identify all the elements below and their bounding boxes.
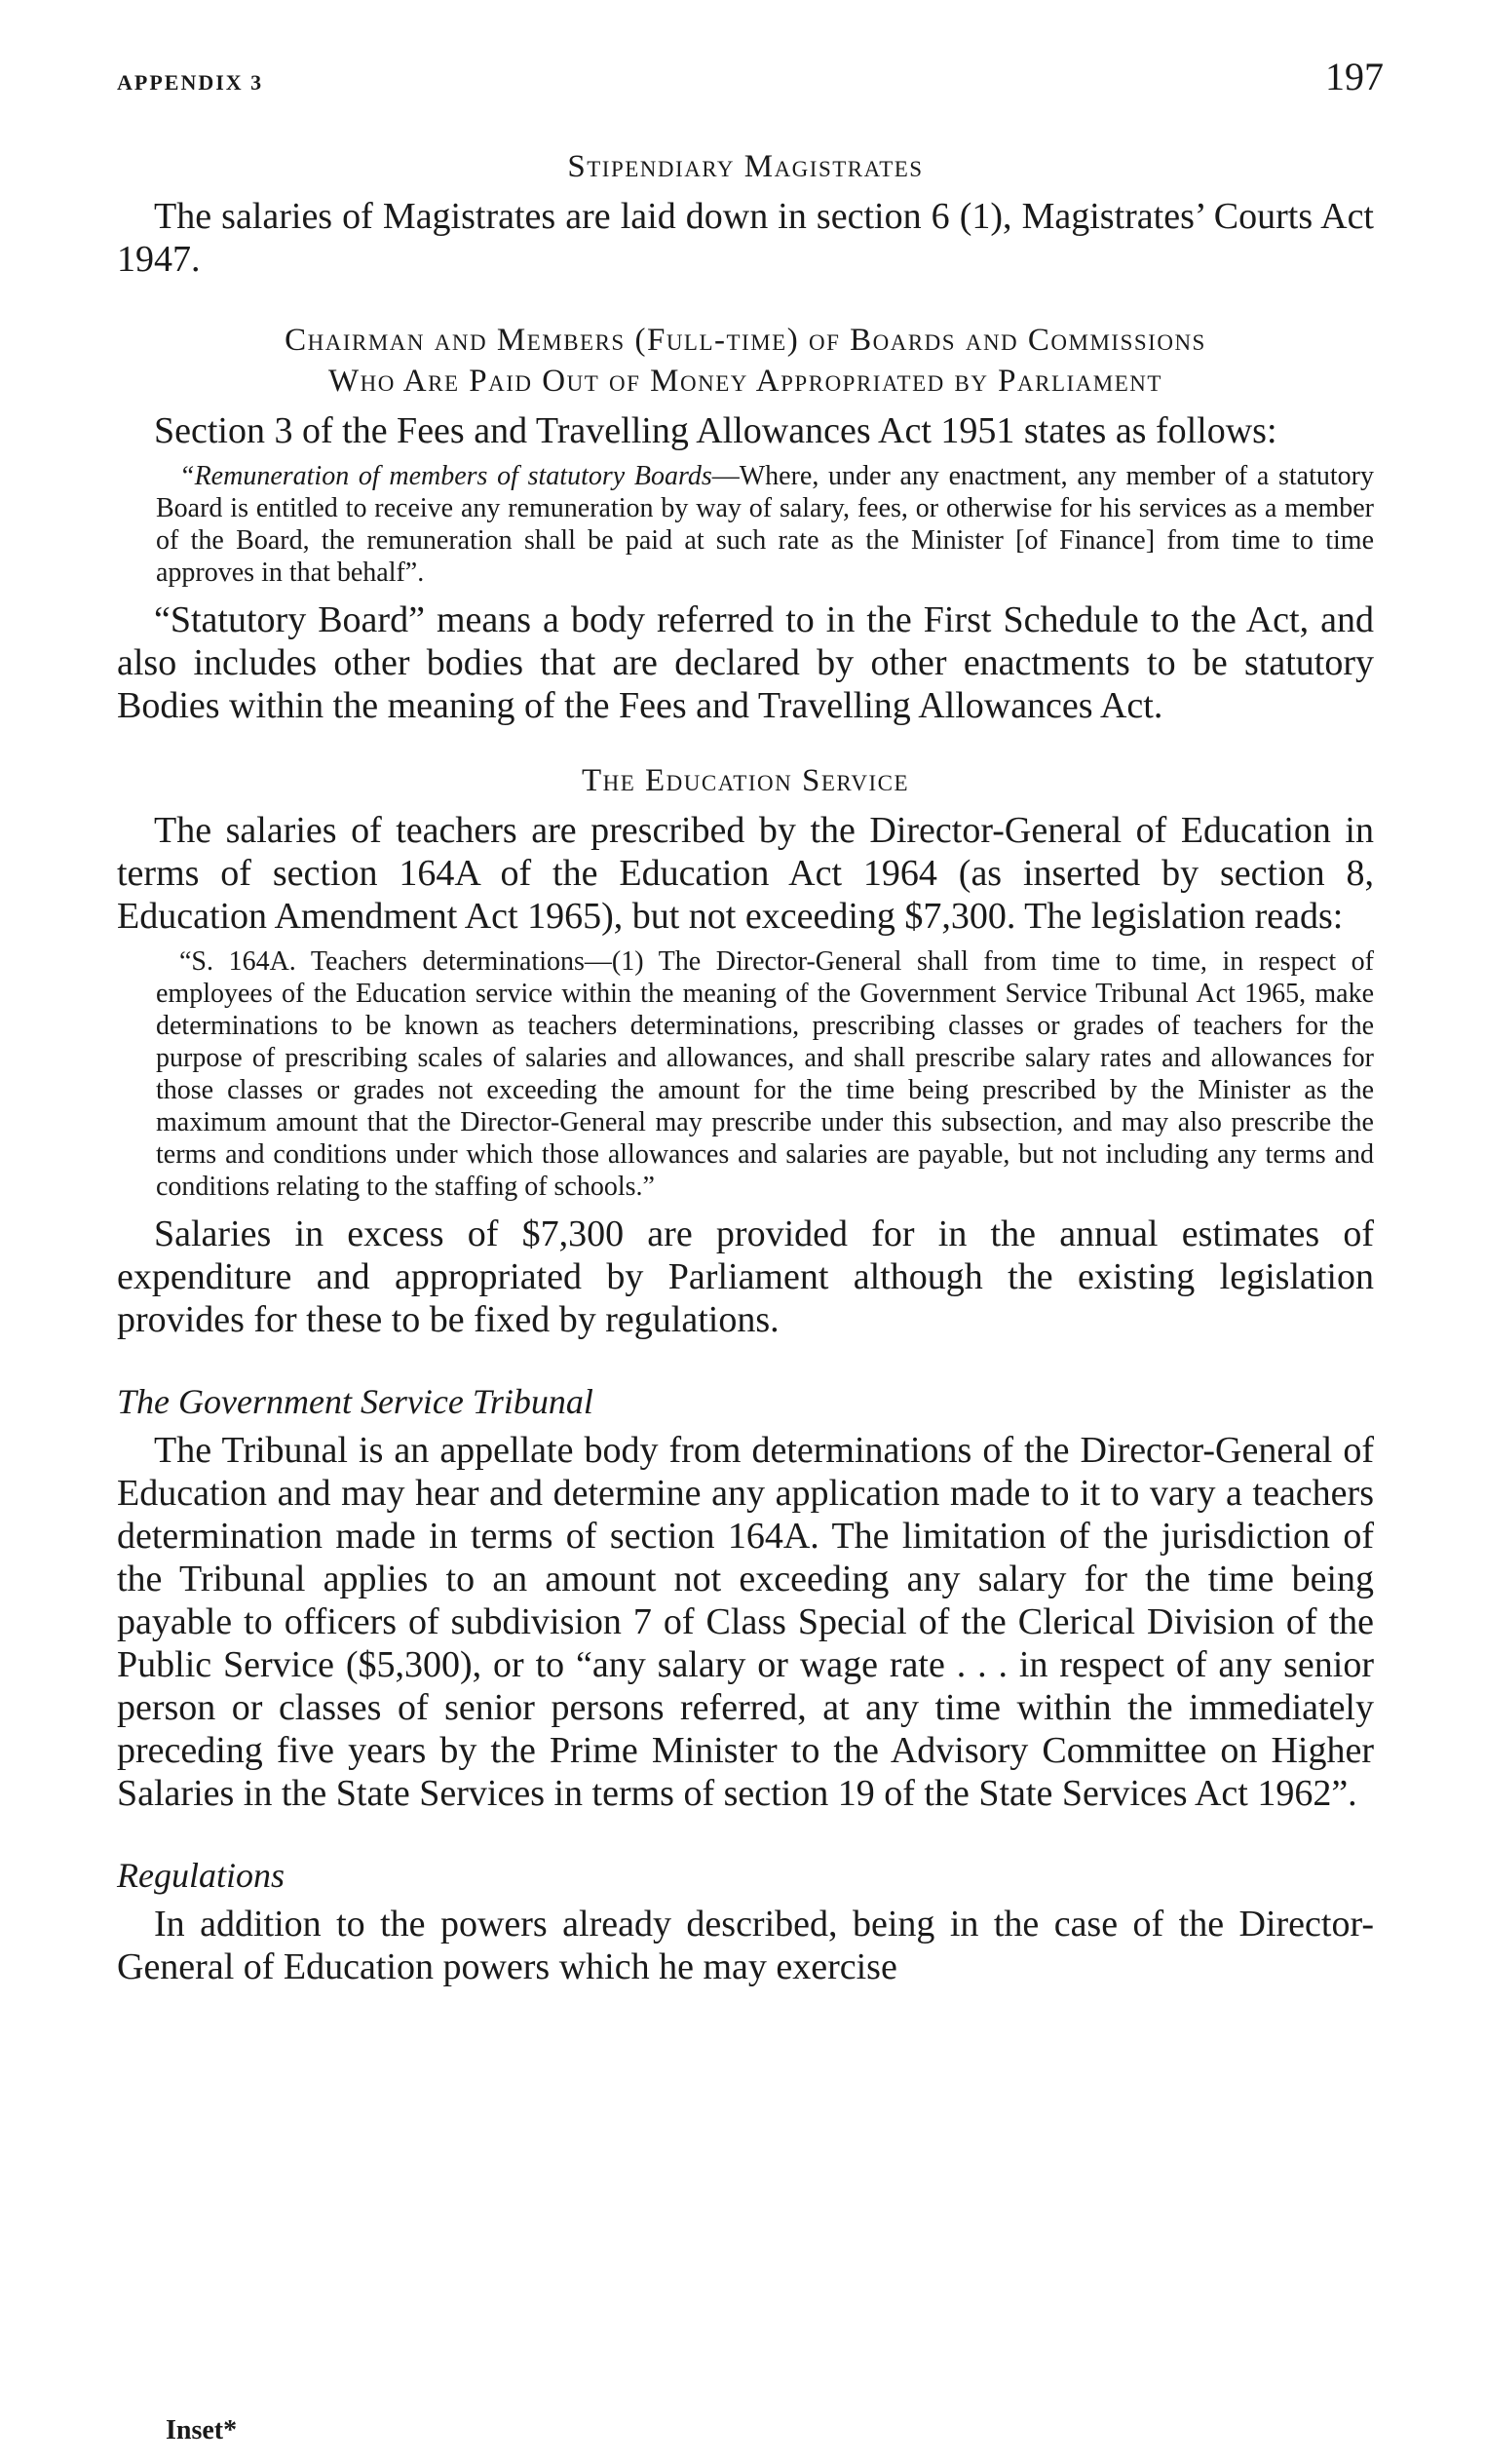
heading-regulations: Regulations bbox=[117, 1856, 285, 1895]
heading-boards-line1: Chairman and Members (Full-time) of Boards and Commissions bbox=[285, 323, 1206, 358]
quote-section-164a: “S. 164A. Teachers determinations—(1) The Director-General shall from time to time, in respect of employees of the Education service within the meaning of the Government Service Tribunal Act 1965, make determinations to be known as teachers determinations, prescribing classes or grades of teachers for the purpose of prescribing scales of salaries and allowances, and shall prescribe salary rates and allowances for those classes or grades not exceeding the amount for the time being prescribed by the Minister as the maximum amount that the Director-General may prescribe under this subsection, and may also prescribe the terms and conditions under which those allowances and salaries are payable, but not including any terms and conditions relating to the staffing of schools.” bbox=[156, 946, 1374, 1202]
paragraph-stipendiary: The salaries of Magistrates are laid down in section 6 (1), Magistrates’ Courts Act 1947. bbox=[117, 196, 1374, 280]
running-header bbox=[117, 49, 1384, 127]
heading-education-service: The Education Service bbox=[581, 763, 910, 798]
paragraph-regulations: In addition to the powers already described, being in the case of the Director-General of Education powers which he may exercise bbox=[117, 1904, 1374, 1987]
document-page bbox=[117, 49, 1384, 1988]
paragraph-excess-salaries: Salaries in excess of $7,300 are provided for in the annual estimates of expenditure and appropriated by Parliament although the existing legislation provides for these to be fixed by regulations. bbox=[117, 1213, 1374, 1340]
quote-remuneration-lead: “Remuneration of members of statutory Boards bbox=[179, 461, 712, 491]
quote-remuneration-body: —Where, under any enactment, any member of a statutory Board is entitled to receive any remuneration by way of salary, fees, or otherwise for his services as a member of the Board, the remuneration shall be paid at such rate as the Minister [of Finance] from time to time approves in that behalf”. bbox=[156, 461, 1374, 588]
paragraph-tribunal: The Tribunal is an appellate body from determinations of the Director-General of Education and may hear and determine any application made to it to vary a teachers determination made in terms of section 164A. The limitation of the jurisdiction of the Tribunal applies to an amount not exceeding any salary for the time being payable to officers of subdivision 7 of Class Special of the Clerical Division of the Public Service ($5,300), or to “any salary or wage rate . . . in respect of any senior person or classes of senior persons referred, at any time within the immediately preceding five years by the Prime Minister to the Advisory Committee on Higher Salaries in the State Services in terms of section 19 of the State Services Act 1962”. bbox=[117, 1430, 1374, 1814]
heading-stipendiary-magistrates: Stipendiary Magistrates bbox=[567, 149, 924, 184]
quote-remuneration bbox=[156, 460, 1374, 589]
section-label: APPENDIX 3 bbox=[117, 70, 264, 95]
paragraph-statutory-board: “Statutory Board” means a body referred to in the First Schedule to the Act, and also includes other bodies that are declared by other enactments to be statutory Bodies within the meaning of the Fees and Travelling Allowances Act. bbox=[117, 599, 1374, 726]
paragraph-education-salaries: The salaries of teachers are prescribed by the Director-General of Education in terms of section 164A of the Education Act 1964 (as inserted by section 8, Education Amendment Act 1965), but not exceeding $7,300. The legislation reads: bbox=[117, 810, 1374, 937]
page-number: 197 bbox=[1325, 55, 1384, 98]
heading-boards-line2: Who Are Paid Out of Money Appropriated by Parliament bbox=[328, 364, 1162, 399]
footer-signature: Inset* bbox=[166, 2415, 238, 2445]
heading-government-service-tribunal: The Government Service Tribunal bbox=[117, 1382, 593, 1421]
paragraph-boards-intro: Section 3 of the Fees and Travelling Allowances Act 1951 states as follows: bbox=[154, 410, 1277, 451]
